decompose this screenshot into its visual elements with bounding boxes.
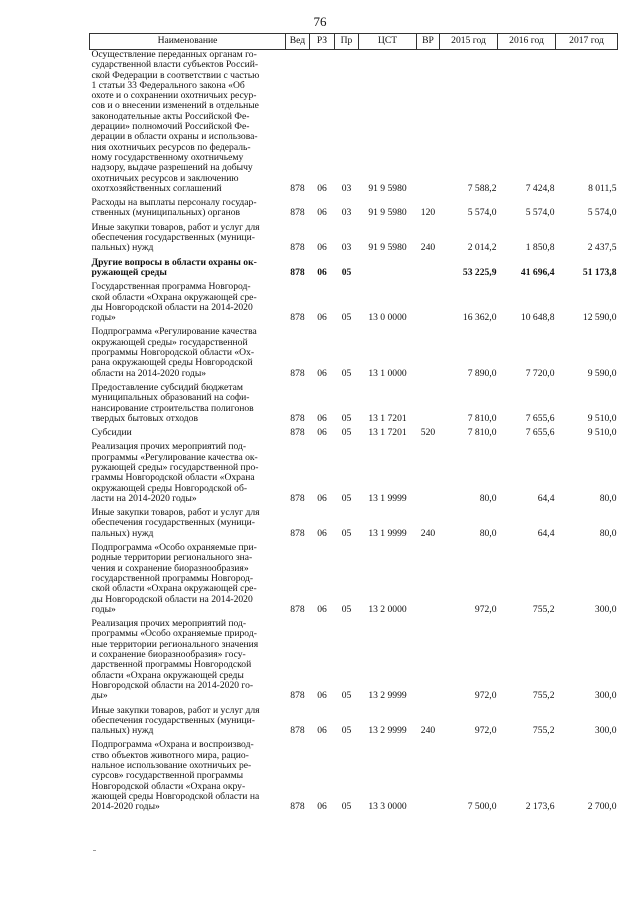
header-2015: 2015 год [440,34,498,50]
cell-2016: 1 850,8 [525,242,555,254]
cell-cst: 13 0 0000 [368,312,407,324]
cell-2017: 51 173,8 [582,266,617,278]
cell-rz: 06 [317,527,327,539]
cell-ved: 878 [290,367,305,379]
cell-cst: 13 2 0000 [368,603,407,615]
cell-name: Субсидии [91,427,132,439]
cell-rz: 06 [317,603,327,615]
cell-pr: 05 [341,427,352,439]
cell-2017: 12 590,0 [582,312,617,324]
header-ved: Вед [286,34,310,50]
cell-2015: 972,0 [474,725,497,737]
cell-2015: 5 574,0 [467,207,497,219]
cell-rz: 06 [317,801,327,813]
table-row [90,50,618,196]
cell-vr [417,255,440,280]
header-2017: 2017 год [556,34,618,50]
cell-pr: 03 [341,207,352,219]
table-row [90,324,618,379]
header-vr: ВР [417,34,440,50]
table-row [90,616,618,702]
cell-2015: 80,0 [479,492,497,504]
cell-2016: 41 696,4 [520,266,555,278]
cell-ved: 878 [290,801,305,813]
header-rz: РЗ [310,34,335,50]
cell-rz: 06 [317,427,327,439]
cell-2016: 64,4 [537,527,555,539]
cell-2017: 9 590,0 [587,367,617,379]
cell-vr [417,380,440,425]
cell-vr: 240 [420,527,436,539]
cell-2017: 2 700,0 [587,801,617,813]
cell-2016: 2 173,6 [525,801,555,813]
cell-2016: 7 424,8 [525,182,555,194]
header-pr: Пр [335,34,359,50]
cell-ved: 878 [290,690,305,702]
cell-2015: 80,0 [479,527,497,539]
cell-name: Расходы на выплаты персоналу государ- ственных (муниципальных) органов [91,197,257,219]
cell-2017: 2 437,5 [587,242,617,254]
table-row [90,439,618,505]
footer-mark [93,850,96,851]
cell-2015: 972,0 [474,690,497,702]
cell-cst: 13 2 9999 [368,725,407,737]
cell-pr: 05 [341,527,352,539]
cell-ved: 878 [290,527,305,539]
cell-cst: 91 9 5980 [368,182,407,194]
cell-name: Другие вопросы в области охраны ок- ружающей среды [91,256,257,278]
cell-2015: 7 810,0 [467,427,497,439]
cell-vr: 520 [420,427,436,439]
cell-ved: 878 [290,427,305,439]
table-header-row [90,34,618,50]
cell-2015: 7 810,0 [467,412,497,424]
table-row [90,380,618,425]
cell-vr: 120 [420,207,436,219]
cell-ved: 878 [290,207,305,219]
cell-name: Реализация прочих мероприятий под- программы «Особо охраняемые природ- ные территории регионального значения и сохранение биоразнообразия» госу- дарственной программы Новгородской области «Охрана окружающей среды Новгородской области на 2014-2020 го- ды» [91,618,259,702]
cell-2015: 7 890,0 [467,367,497,379]
cell-2015: 7 500,0 [467,801,497,813]
cell-pr: 05 [341,725,352,737]
cell-pr: 05 [341,412,352,424]
cell-2015: 53 225,9 [462,266,497,278]
cell-2016: 7 655,6 [525,427,555,439]
cell-2017: 9 510,0 [587,412,617,424]
cell-cst: 13 1 9999 [368,527,407,539]
cell-rz: 06 [317,412,327,424]
table-row [90,255,618,280]
cell-name: Реализация прочих мероприятий под- программы «Регулирование качества ок- ружающей среды» государственной про- граммы Новгородской области «Охрана окружающей среды Новгородской об- ласти на 2014-2020 годы» [91,441,259,504]
cell-2016: 5 574,0 [525,207,555,219]
cell-vr [417,50,440,196]
cell-pr: 05 [341,603,352,615]
cell-rz: 06 [317,492,327,504]
cell-cst: 91 9 5980 [368,207,407,219]
cell-pr: 05 [341,266,352,278]
cell-pr: 05 [341,690,352,702]
cell-rz: 06 [317,182,327,194]
header-cst: ЦСТ [359,34,417,50]
cell-name: Предоставление субсидий бюджетам муниципальных образований на софи- нансирование строительства полигонов твердых бытовых отходов [91,381,254,424]
cell-2017: 80,0 [599,492,617,504]
cell-pr: 03 [341,242,352,254]
cell-cst [359,255,417,280]
cell-cst: 13 3 0000 [368,801,407,813]
table-row [90,703,618,738]
table-row [90,195,618,220]
cell-ved: 878 [290,312,305,324]
cell-2016: 755,2 [532,603,555,615]
header-name: Наименование [90,34,286,50]
cell-vr [417,439,440,505]
cell-ved: 878 [290,266,305,278]
cell-vr [417,324,440,379]
cell-name: Осуществление переданных органам го- сударственной власти субъектов Россий- ской Федерации в соответствии с частью 1 статьи 33 Федерального закона «Об охоте и о сохранении охотничьих ресур- сов и о внесении изменений в отдельные законодательные акты Российской Фе- дерации» полномочий Российской Фе- дерации в области охраны и использова- ния охотничьих ресурсов по федераль- ному государственному охотничьему надзору, выдаче разрешений на добычу охотничьих ресурсов и заключению охотхозяйственных соглашений [91,49,260,194]
cell-2017: 300,0 [594,603,617,615]
cell-2017: 5 574,0 [587,207,617,219]
cell-cst: 91 9 5980 [368,242,407,254]
cell-ved: 878 [290,603,305,615]
cell-2017: 8 011,5 [588,182,617,194]
cell-vr: 240 [420,725,436,737]
cell-vr [417,279,440,324]
cell-rz: 06 [317,242,327,254]
cell-ved: 878 [290,492,305,504]
table-row [90,505,618,540]
cell-pr: 05 [341,801,352,813]
table-row [90,220,618,255]
cell-name: Иные закупки товаров, работ и услуг для обеспечения государственных (муници- пальных) нужд [91,507,260,539]
cell-pr: 05 [341,312,352,324]
cell-2016: 755,2 [532,690,555,702]
cell-ved: 878 [290,242,305,254]
cell-rz: 06 [317,266,327,278]
cell-2016: 755,2 [532,725,555,737]
cell-cst: 13 1 7201 [368,427,407,439]
cell-name: Иные закупки товаров, работ и услуг для обеспечения государственных (муници- пальных) нужд [91,704,260,737]
cell-pr: 05 [341,367,352,379]
cell-vr: 240 [420,242,436,254]
cell-name: Государственная программа Новгород- ской области «Охрана окружающей сре- ды Новгородской области на 2014-2020 годы» [91,281,257,324]
cell-2015: 7 588,2 [467,182,497,194]
cell-rz: 06 [317,312,327,324]
page-number: 76 [313,14,327,29]
cell-name: Подпрограмма «Особо охраняемые при- родные территории регионального зна- чения и сохранение биоразнообразия» государственной программы Новгород- ской области «Охрана окружающей сре- ды Новгородской области на 2014-2020 годы» [91,542,257,615]
table-row [90,425,618,439]
cell-2017: 300,0 [594,725,617,737]
cell-2016: 64,4 [537,492,555,504]
cell-cst: 13 1 0000 [368,367,407,379]
cell-ved: 878 [290,182,305,194]
cell-pr: 03 [341,182,352,194]
cell-rz: 06 [317,367,327,379]
cell-ved: 878 [290,412,305,424]
cell-cst: 13 1 7201 [368,412,407,424]
cell-rz: 06 [317,725,327,737]
table-row [90,540,618,616]
cell-pr: 05 [341,492,352,504]
cell-2016: 7 720,0 [525,367,555,379]
cell-2017: 80,0 [599,527,617,539]
cell-cst: 13 1 9999 [368,492,407,504]
cell-vr [417,737,440,813]
table-row [90,737,618,813]
cell-2015: 16 362,0 [462,312,497,324]
cell-cst: 13 2 9999 [368,690,407,702]
cell-vr [417,616,440,702]
budget-table [89,33,618,813]
table-body [90,50,618,814]
cell-2015: 972,0 [474,603,497,615]
cell-2015: 2 014,2 [467,242,497,254]
cell-name: Подпрограмма «Охрана и воспроизвод- ство объектов животного мира, рацио- нальное использование охотничьих ре- сурсов» государственной программы Новгородской области «Охрана окру- жающей среды Новгородской области на 2014-2020 годы» [91,739,260,813]
header-2016: 2016 год [498,34,556,50]
cell-name: Подпрограмма «Регулирование качества окружающей среды» государственной программы Новгородской области «Ох- рана окружающей среды Новгородской области на 2014-2020 годы» [91,326,257,379]
cell-2017: 300,0 [594,690,617,702]
cell-2016: 10 648,8 [520,312,555,324]
cell-rz: 06 [317,207,327,219]
table-row [90,279,618,324]
cell-2016: 7 655,6 [525,412,555,424]
cell-2017: 9 510,0 [587,427,617,439]
cell-name: Иные закупки товаров, работ и услуг для обеспечения государственных (муници- пальных) нужд [91,221,260,254]
cell-ved: 878 [290,725,305,737]
cell-rz: 06 [317,690,327,702]
cell-vr [417,540,440,616]
